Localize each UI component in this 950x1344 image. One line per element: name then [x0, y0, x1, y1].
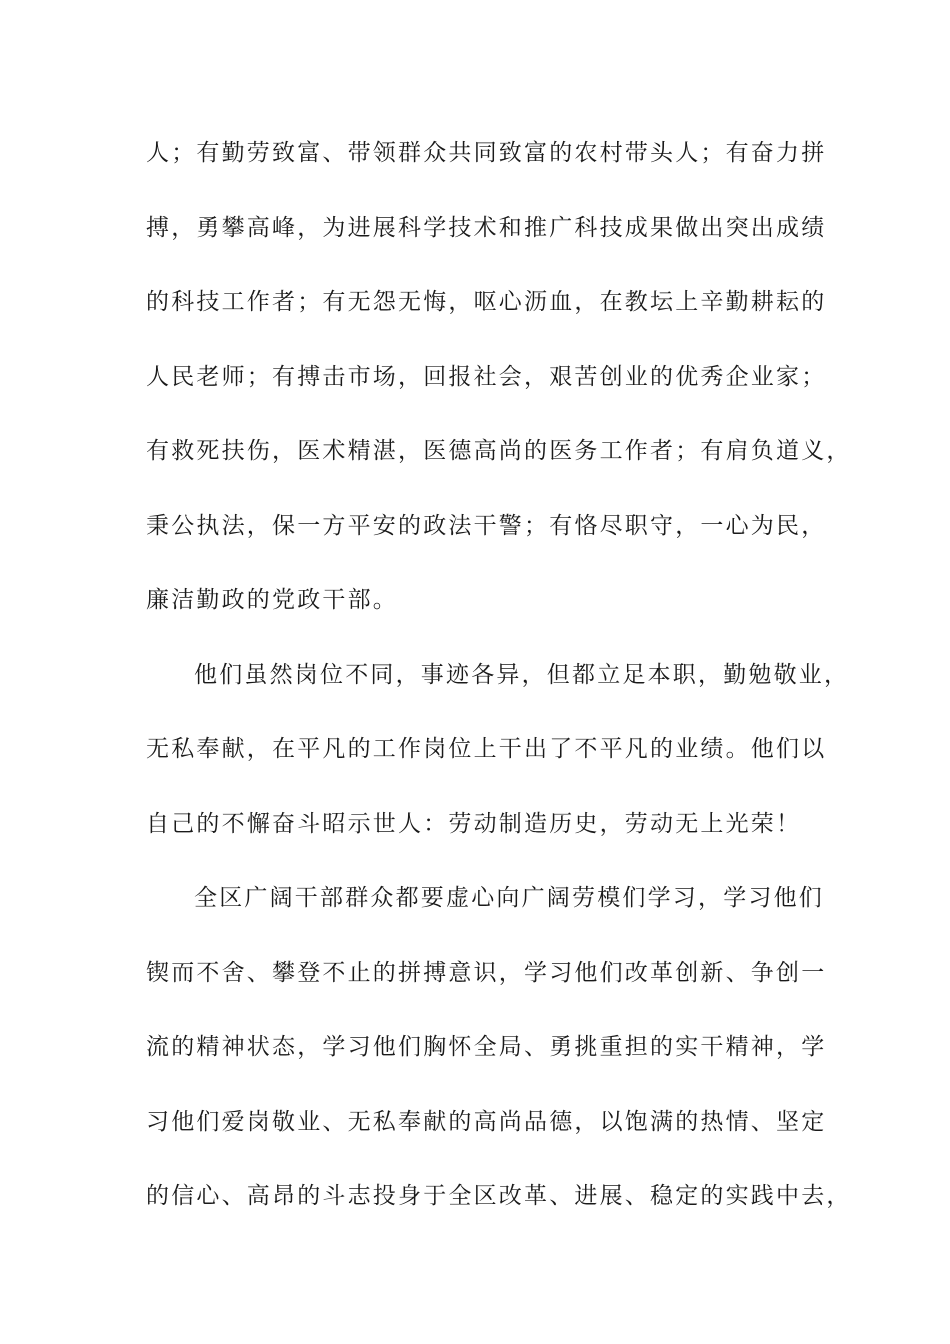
text-line: 流的精神状态，学习他们胸怀全局、勇挑重担的实干精神，学 — [146, 1034, 827, 1060]
text-line: 有救死扶伤，医术精湛，医德高尚的医务工作者；有肩负道义， — [146, 438, 852, 464]
text-line: 无私奉献，在平凡的工作岗位上干出了不平凡的业绩。他们以 — [146, 736, 827, 762]
text-line: 习他们爱岗敬业、无私奉献的高尚品德，以饱满的热情、坚定 — [146, 1108, 827, 1135]
text-line: 人民老师；有搏击市场，回报社会，艰苦创业的优秀企业家； — [146, 363, 827, 390]
text-line: 秉公执法，保一方平安的政法干警；有恪尽职守，一心为民， — [146, 512, 827, 539]
document-body — [146, 133, 852, 1251]
text-line: 自己的不懈奋斗昭示世人：劳动制造历史，劳动无上光荣！ — [146, 810, 802, 837]
paragraph-start-line: 全区广阔干部群众都要虚心向广阔劳模们学习，学习他们 — [194, 885, 824, 911]
text-line: 锲而不舍、攀登不止的拼搏意识，学习他们改革创新、争创一 — [146, 959, 827, 986]
text-line: 的科技工作者；有无怨无悔，呕心沥血，在教坛上辛勤耕耘的 — [146, 289, 827, 315]
text-line: 的信心、高昂的斗志投身于全区改革、进展、稳定的实践中去， — [146, 1183, 852, 1209]
text-line: 人；有勤劳致富、带领群众共同致富的农村带头人；有奋力拼 — [146, 140, 827, 166]
text-line: 搏，勇攀高峰，为进展科学技术和推广科技成果做出突出成绩 — [146, 214, 827, 241]
text-line: 廉洁勤政的党政干部。 — [146, 587, 398, 613]
paragraph-start-line: 他们虽然岗位不同，事迹各异，但都立足本职，勤勉敬业， — [194, 661, 850, 688]
